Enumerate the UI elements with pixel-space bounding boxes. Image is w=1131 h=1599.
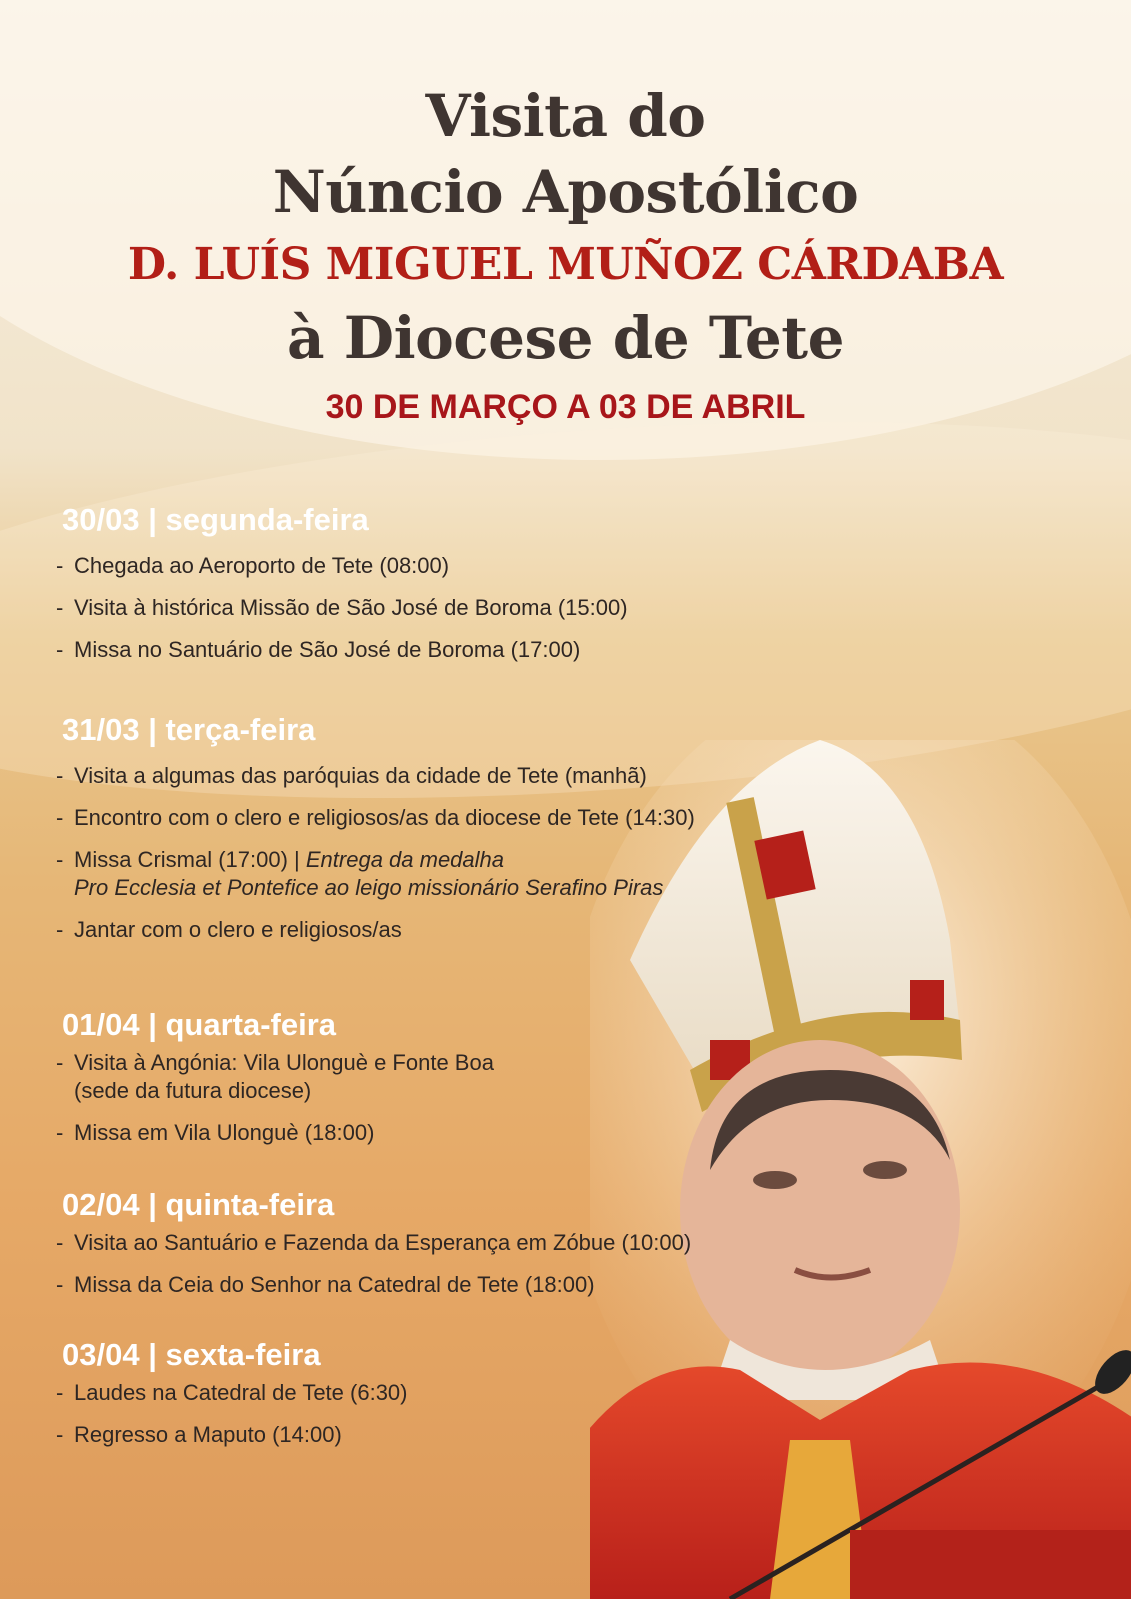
day-heading: 03/04 | sexta-feira [62,1337,321,1372]
schedule-item-continuation: (sede da futura diocese) [74,1078,312,1103]
day-heading: 30/03 | segunda-feira [62,502,369,537]
schedule-item: - Encontro com o clero e religiosos/as da diocese de Tete (14:30) [56,805,695,830]
schedule-item: - Visita ao Santuário e Fazenda da Esperança em Zóbue (10:00) [56,1230,692,1255]
day-30-03 [56,500,796,664]
day-heading: 02/04 | quinta-feira [62,1187,335,1222]
schedule-item: - Visita a algumas das paróquias da cidade de Tete (manhã) [56,763,647,788]
day-heading: 31/03 | terça-feira [62,712,316,747]
schedule-item: - Missa Crismal (17:00) | Entrega da medalha [56,847,505,872]
schedule-item: - Chegada ao Aeroporto de Tete (08:00) [56,553,450,578]
schedule-item: - Regresso a Maputo (14:00) [56,1422,342,1447]
schedule-item-continuation: Pro Ecclesia et Pontefice ao leigo missionário Serafino Piras [74,875,664,900]
schedule-item: - Visita à Angónia: Vila Ulonguè e Fonte Boa [56,1050,494,1075]
schedule-item: - Missa em Vila Ulonguè (18:00) [56,1120,375,1145]
title-line-4: à Diocese de Tete [287,304,844,372]
visit-dates: 30 DE MARÇO A 03 DE ABRIL [325,388,806,426]
day-01-04 [56,1005,796,1147]
day-03-04 [56,1335,796,1449]
schedule-item: - Laudes na Catedral de Tete (6:30) [56,1380,408,1405]
title-line-1: Visita do [425,82,706,150]
nuncio-name: D. LUÍS MIGUEL MUÑOZ CÁRDABA [127,239,1004,290]
schedule-item: - Jantar com o clero e religiosos/as [56,917,402,942]
schedule-item: - Missa no Santuário de São José de Boroma (17:00) [56,637,581,662]
schedule-item: - Missa da Ceia do Senhor na Catedral de Tete (18:00) [56,1272,595,1297]
header [0,78,1131,427]
title-line-2: Núncio Apostólico [272,158,859,226]
day-02-04 [56,1185,796,1299]
schedule-item: - Visita à histórica Missão de São José de Boroma (15:00) [56,595,628,620]
day-heading: 01/04 | quarta-feira [62,1007,337,1042]
day-31-03 [56,710,796,944]
